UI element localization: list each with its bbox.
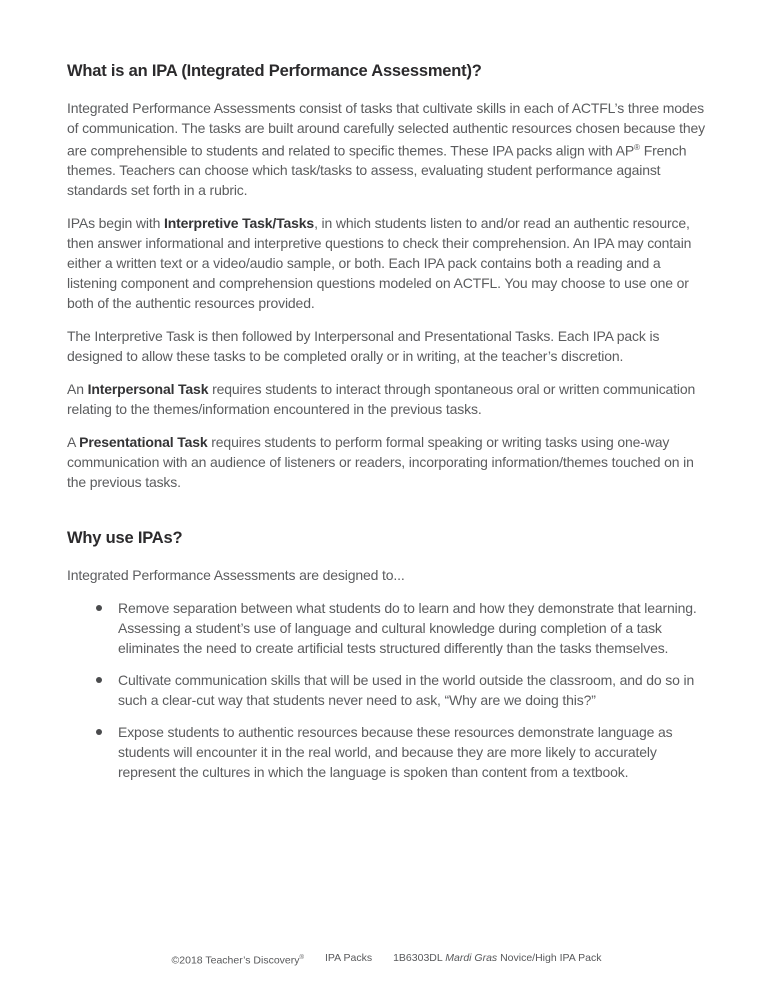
text-segment: requires students to interact through spontaneous oral or written communication relating to the themes/information encountered in the previous tasks. (67, 381, 696, 418)
text-segment: French themes. Teachers can choose which task/tasks to assess, evaluating student performance against standards set forth in a rubric. (67, 142, 687, 199)
text-segment: , in which students listen to and/or read an authentic resource, then answer informational and interpretive questions to check their comprehension. An IPA may contain either a written text or a video/audio sample, or both. Each IPA pack contains both a reading and a listening component and comprehension questions modeled on ACTFL. You may choose to use one or both of the authentic resources provided. (67, 215, 692, 312)
paragraph-presentational-task (67, 432, 707, 492)
text-segment: An (67, 381, 88, 398)
text-segment: A (67, 434, 80, 451)
footer-product-code (393, 951, 601, 968)
text-segment: requires students to perform formal speaking or writing tasks using one-way communication with an audience of listeners or readers, incorporating information/themes touched on in the previous tasks. (67, 434, 694, 491)
text-segment: Presentational Task (79, 434, 208, 451)
page-content (67, 62, 707, 794)
text-segment: Remove separation between what students do to learn and how they demonstrate that learning. Assessing a student’s use of language and cultural knowledge during completion of a task eliminates the need to create artificial tests structured differently than the tasks themselves. (118, 600, 697, 657)
text-segment: ® (299, 954, 304, 961)
list-item-expose-authentic-resources (118, 722, 707, 782)
text-segment: Cultivate communication skills that will be used in the world outside the classroom, and do so in such a clear-cut way that students never need to ask, “Why are we doing this?” (118, 672, 695, 709)
text-segment: Interpersonal Task (87, 381, 209, 398)
text-segment: Novice/High IPA Pack (497, 952, 602, 964)
list-item-cultivate-communication (118, 670, 707, 710)
text-segment: Integrated Performance Assessments consist of tasks that cultivate skills in each of ACTFL’s three modes of communication. The tasks are built around carefully selected authentic resources chosen because they are comprehensible to students and related to specific themes. These IPA packs align with AP (67, 99, 705, 159)
page-footer (0, 951, 773, 968)
footer-copyright (172, 951, 304, 968)
text-segment: 1B6303DL (393, 952, 446, 964)
text-segment: ©2018 Teacher’s Discovery (171, 954, 300, 967)
text-segment: The Interpretive Task is then followed by Interpersonal and Presentational Tasks. Each IPA pack is designed to allow these tasks to be completed orally or in writing, at the teacher’s discretion. (67, 328, 660, 365)
text-segment: IPA Packs (325, 952, 373, 964)
paragraph-interpretive-task (67, 213, 707, 313)
text-segment: Mardi Gras (445, 952, 498, 964)
section-heading-why-use-ipas: Why use IPAs? (67, 529, 183, 548)
text-segment: IPAs begin with (67, 215, 164, 232)
paragraph-ipa-overview (67, 98, 707, 201)
text-segment: ® (634, 142, 640, 152)
paragraph-interpersonal-task (67, 379, 707, 419)
text-segment: Expose students to authentic resources because these resources demonstrate language as students will encounter it in the real world, and because they are more likely to accurately represent the cultures in which the language is spoken than content from a textbook. (118, 724, 673, 781)
footer-collection-name (325, 951, 372, 968)
list-item-remove-separation (118, 598, 707, 658)
text-segment: Interpretive Task/Tasks (163, 215, 315, 232)
paragraph-why-intro (67, 565, 707, 585)
paragraph-task-sequence (67, 326, 707, 366)
text-segment: Integrated Performance Assessments are designed to... (67, 567, 405, 584)
benefits-list (67, 598, 707, 782)
section-heading-what-is-ipa: What is an IPA (Integrated Performance Assessment)? (67, 62, 482, 80)
